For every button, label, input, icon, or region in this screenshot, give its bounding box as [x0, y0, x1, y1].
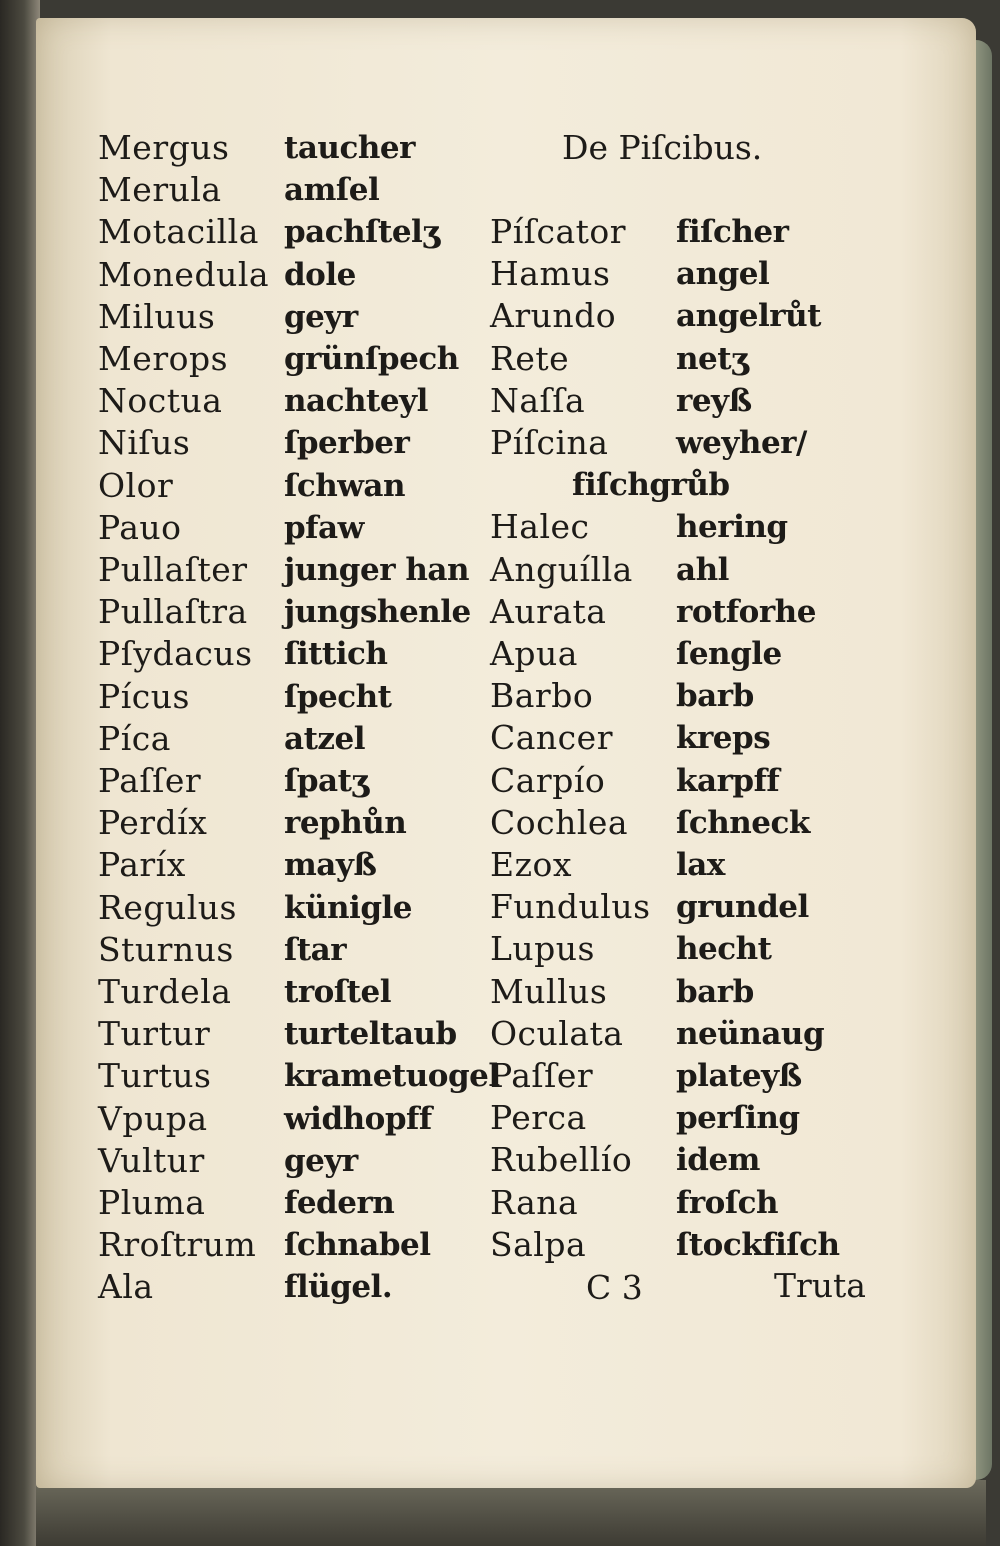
right_column-latin-word: Halec [490, 507, 590, 547]
left_column-latin-word: Motacilla [98, 212, 259, 252]
left_column-latin-word: Turdela [98, 972, 232, 1011]
right_column-german-word: angel [676, 256, 770, 293]
right_column-german-word: ahl [676, 551, 729, 588]
left_column-latin-word: Vpupa [98, 1098, 208, 1138]
right_column-latin-word: Oculata [490, 1013, 624, 1053]
left_column-german-word: ſchnabel [284, 1227, 431, 1264]
left_column-german-word: rephůn [284, 805, 407, 842]
right_column-german-word: lax [676, 847, 725, 883]
left_column-german-word: ſperber [284, 425, 410, 462]
left_column-german-word: flügel. [284, 1269, 393, 1306]
left-page-edge [0, 0, 40, 1546]
right_column-latin-word: Cochlea [490, 802, 629, 842]
left_column-latin-word: Niſus [98, 423, 191, 463]
left_column-latin-word: Pluma [98, 1183, 206, 1222]
left_column-latin-word: Pullaſter [98, 550, 248, 589]
right_column-latin-word: Paſſer [490, 1056, 594, 1095]
left_column-german-word: dole [284, 256, 356, 293]
left_column-german-word: geyr [284, 1142, 358, 1179]
left_column-german-word: nachteyl [284, 383, 428, 420]
left_column-german-word: pachſtelʒ [284, 214, 440, 251]
right_column-latin-word: Barbo [490, 676, 594, 716]
left_column-latin-word: Miluus [98, 296, 216, 336]
left_column-german-word: ſchwan [284, 467, 406, 504]
left_column-german-word: atzel [284, 720, 366, 757]
left_column-latin-word: Pícus [98, 676, 190, 716]
right_column-german-word: froſch [676, 1184, 779, 1221]
right_column-german-word: perſing [676, 1100, 800, 1137]
bottom-edge [36, 1480, 986, 1546]
left_column-latin-word: Turtus [98, 1056, 212, 1096]
right_column-latin-word: Hamus [490, 254, 611, 294]
right_column-german-word: hecht [676, 931, 772, 968]
right_column-german-word: weyher/ [676, 425, 807, 461]
right_column-latin-word: Apua [490, 634, 578, 673]
left_column-latin-word: Regulus [98, 887, 237, 927]
right_column-german-word: hering [676, 509, 788, 546]
right_column-latin-word: Lupus [490, 929, 595, 969]
left_column-latin-word: Merula [98, 170, 222, 210]
right_column-latin-word: Píſcina [490, 423, 609, 462]
right_column-german-word: kreps [676, 720, 771, 757]
right_column-german-word: reyß [676, 382, 752, 419]
right_column-german-word: fiſchgrůb [572, 467, 730, 504]
left_column-latin-word: Turtur [98, 1014, 211, 1054]
right_column-german-word: ſengle [676, 636, 782, 672]
left_column-german-word: junger han [284, 552, 469, 588]
left_column-latin-word: Perdíx [98, 803, 208, 843]
right_column-german-word: neünaug [676, 1015, 825, 1052]
left_column-german-word: ſittich [284, 636, 388, 673]
left_column-german-word: mayß [284, 847, 377, 884]
left_column-latin-word: Rroſtrum [98, 1225, 257, 1265]
right_column-latin-word: Píſcator [490, 212, 627, 251]
right_column-german-word: karpff [676, 762, 780, 799]
right_column-latin-word: Fundulus [490, 887, 651, 927]
right_column-latin-word: Carpío [490, 760, 606, 800]
left_column-german-word: turteltaub [284, 1016, 457, 1053]
right_column-latin-word: Rete [490, 338, 570, 378]
left_column-german-word: krametuogel [284, 1058, 500, 1095]
right_column-german-word: grundel [676, 889, 809, 926]
left_column-german-word: troſtel [284, 974, 391, 1010]
left_column-latin-word: Pullaſtra [98, 592, 248, 632]
left_column-latin-word: Merops [98, 339, 229, 378]
left_column-german-word: ſpecht [284, 678, 392, 715]
right_column-latin-word: Perca [490, 1098, 587, 1138]
left_column-latin-word: Vultur [98, 1140, 205, 1180]
right_column-latin-word: Salpa [490, 1224, 587, 1264]
left_column-latin-word: Noctua [98, 381, 223, 421]
left_column-german-word: taucher [284, 130, 415, 166]
left_column-german-word: pfaw [284, 509, 364, 546]
right_column-german-word: ſtockfiſch [676, 1226, 840, 1263]
left_column-german-word: amſel [284, 172, 380, 209]
signature-mark: C 3 [586, 1268, 643, 1307]
left_column-german-word: geyr [284, 298, 358, 335]
left_column-german-word: jungshenle [284, 594, 471, 631]
right_column-latin-word: Mullus [490, 971, 608, 1011]
right_column-german-word: idem [676, 1142, 760, 1179]
right_column-latin-word: Anguílla [490, 549, 633, 589]
right_column-latin-word: Naſſa [490, 380, 586, 420]
left_column-german-word: ſpatʒ [284, 763, 369, 799]
right_column-german-word: rotforhe [676, 593, 816, 630]
left_column-latin-word: Pauo [98, 507, 182, 547]
left_column-german-word: federn [284, 1185, 395, 1221]
left_column-latin-word: Paríx [98, 845, 186, 885]
right_column-german-word: barb [676, 678, 754, 715]
left_column-latin-word: Pſydacus [98, 634, 253, 674]
left_column-latin-word: Ala [98, 1267, 154, 1307]
right_column-german-word: fiſcher [676, 214, 789, 250]
right_column-german-word: angelrůt [676, 298, 821, 335]
right_column-latin-word: Rubellío [490, 1140, 633, 1180]
left_column-german-word: widhopff [284, 1100, 432, 1137]
right_column-latin-word: Aurata [490, 591, 607, 631]
right_column-latin-word: Ezox [490, 845, 572, 884]
right_column-german-word: netʒ [676, 340, 749, 377]
catchword: Truta [774, 1266, 866, 1305]
left_column-latin-word: Sturnus [98, 929, 234, 969]
right_column-latin-word: Cancer [490, 718, 613, 758]
right_column-latin-word: Rana [490, 1182, 579, 1222]
left_column-latin-word: Mergus [98, 128, 230, 167]
right_column-latin-word: Arundo [490, 296, 617, 336]
left_column-german-word: grünſpech [284, 341, 459, 377]
left_column-latin-word: Píca [98, 718, 171, 758]
left_column-german-word: ſtar [284, 931, 347, 968]
section-heading: De Piſcibus. [562, 128, 763, 167]
left_column-latin-word: Paſſer [98, 761, 202, 800]
left_column-latin-word: Monedula [98, 254, 270, 294]
right_column-german-word: barb [676, 973, 754, 1010]
left_column-german-word: künigle [284, 889, 413, 926]
right_column-german-word: ſchneck [676, 804, 810, 841]
left_column-latin-word: Olor [98, 465, 174, 505]
right_column-german-word: plateyß [676, 1058, 802, 1094]
